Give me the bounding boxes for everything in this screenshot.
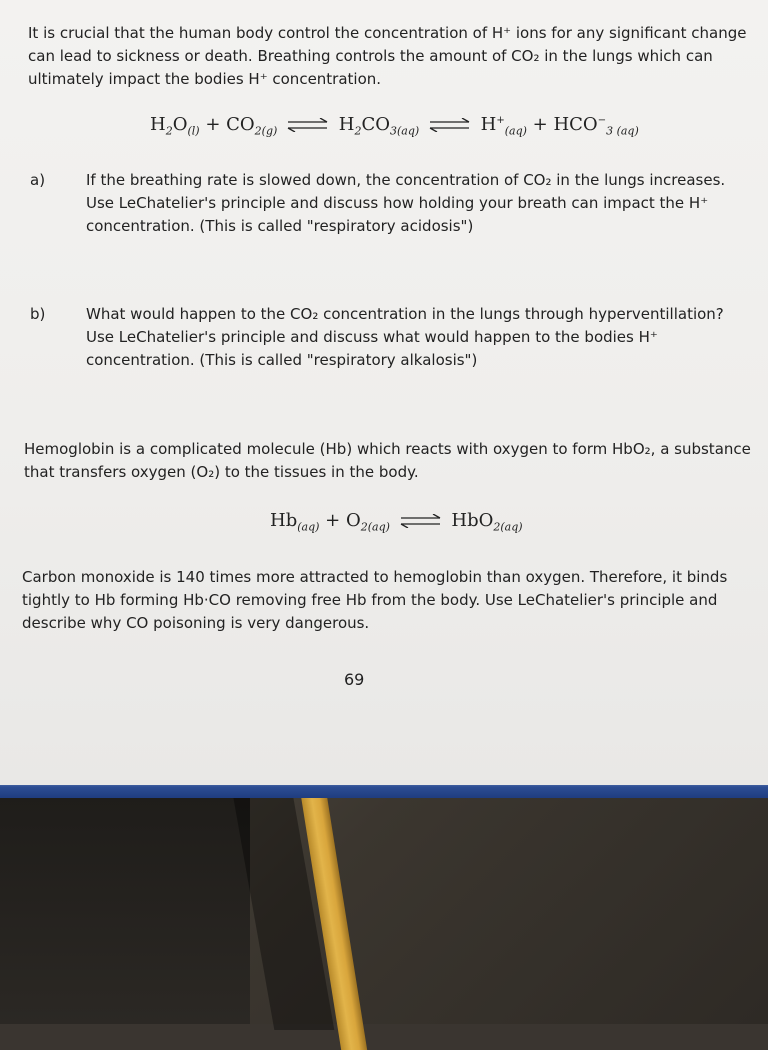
eq1-water-state: (l) bbox=[187, 124, 200, 138]
eq2-o2: + O bbox=[325, 510, 361, 531]
eq1-hco3-state: 3 (aq) bbox=[606, 124, 639, 138]
hemoglobin-paragraph bbox=[24, 438, 751, 484]
question-b-text bbox=[86, 303, 724, 372]
intro-line-2: can lead to sickness or death. Breathing controls the amount of CO₂ in the lungs which can bbox=[28, 47, 713, 65]
equilibrium-arrow-icon bbox=[287, 118, 329, 132]
intro-paragraph bbox=[28, 22, 746, 91]
background-shadow bbox=[0, 796, 250, 1024]
eq2-hbo2-state: 2(aq) bbox=[493, 520, 523, 534]
eq1-co2-state: 2(g) bbox=[254, 124, 278, 138]
eq1-h-sub: 2 bbox=[165, 124, 173, 138]
eq1-h2: H bbox=[338, 114, 355, 135]
eq1-hco3: + HCO bbox=[532, 114, 598, 135]
eq1-h: H bbox=[150, 114, 166, 135]
question-b-line-2: Use LeChatelier's principle and discuss what would happen to the bodies H⁺ bbox=[86, 328, 658, 346]
eq1-hco3-charge: − bbox=[597, 115, 607, 126]
eq2-o2-state: 2(aq) bbox=[360, 520, 390, 534]
co-line-1: Carbon monoxide is 140 times more attracted to hemoglobin than oxygen. Therefore, it binds bbox=[22, 568, 728, 586]
question-a-text bbox=[86, 169, 725, 238]
hemoglobin-line-1: Hemoglobin is a complicated molecule (Hb) which reacts with oxygen to form HbO₂, a substance bbox=[24, 440, 751, 458]
eq1-co2: + CO bbox=[205, 114, 255, 135]
eq1-h2-sub: 2 bbox=[354, 124, 362, 138]
co-poisoning-paragraph bbox=[22, 566, 727, 635]
eq1-hplus-charge: + bbox=[496, 115, 505, 126]
question-a-line-3: concentration. (This is called "respiratory acidosis") bbox=[86, 217, 474, 235]
eq1-o: O bbox=[172, 114, 188, 135]
eq1-hplus: H bbox=[480, 114, 497, 135]
eq1-co3-state: 3(aq) bbox=[389, 124, 420, 138]
co-line-3: describe why CO poisoning is very dangerous. bbox=[22, 614, 370, 632]
co-line-2: tightly to Hb forming Hb·CO removing free Hb from the body. Use LeChatelier's principle and bbox=[22, 591, 718, 609]
intro-line-1: It is crucial that the human body control the concentration of H⁺ ions for any significant change bbox=[28, 24, 747, 42]
question-b-line-3: concentration. (This is called "respiratory alkalosis") bbox=[86, 351, 478, 369]
carbonic-acid-equation bbox=[150, 114, 639, 138]
hemoglobin-line-2: that transfers oxygen (O₂) to the tissues in the body. bbox=[24, 463, 419, 481]
question-a-line-1: If the breathing rate is slowed down, the concentration of CO₂ in the lungs increases. bbox=[86, 171, 726, 189]
intro-line-3: ultimately impact the bodies H⁺ concentration. bbox=[28, 70, 382, 88]
eq2-hb: Hb bbox=[270, 510, 298, 531]
question-b-label: b) bbox=[30, 305, 46, 323]
question-a-label: a) bbox=[30, 171, 46, 189]
equilibrium-arrow-icon bbox=[400, 514, 442, 528]
hemoglobin-equation bbox=[270, 510, 523, 534]
eq2-hbo2: HbO bbox=[451, 510, 494, 531]
eq2-hb-state: (aq) bbox=[297, 520, 320, 534]
question-b-line-1: What would happen to the CO₂ concentration in the lungs through hyperventillation? bbox=[86, 305, 724, 323]
equilibrium-arrow-icon bbox=[429, 118, 471, 132]
question-a-line-2: Use LeChatelier's principle and discuss how holding your breath can impact the H⁺ bbox=[86, 194, 709, 212]
eq1-hplus-state: (aq) bbox=[504, 124, 527, 138]
eq1-co3: CO bbox=[361, 114, 390, 135]
page-number: 69 bbox=[344, 670, 365, 689]
